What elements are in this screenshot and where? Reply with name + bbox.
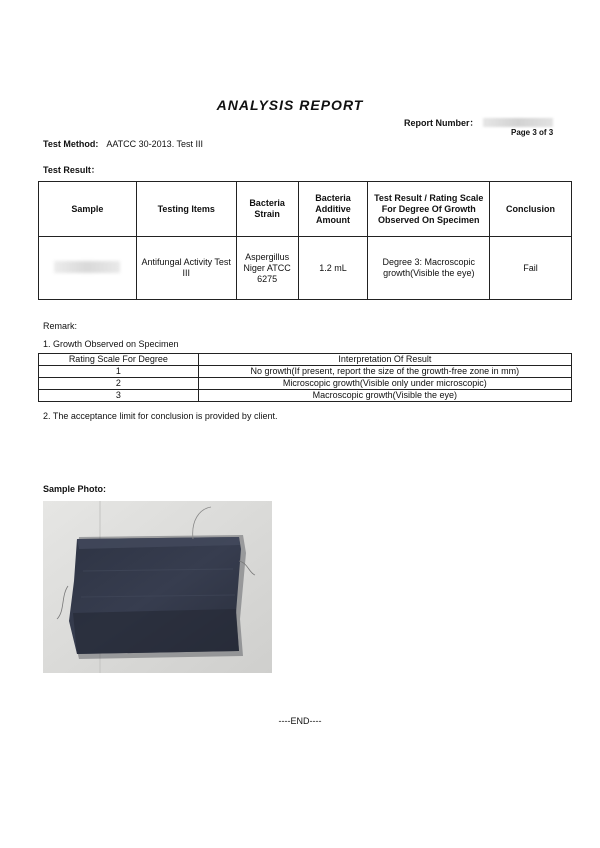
rating-interpretation: No growth(If present, report the size of the growth-free zone in mm) bbox=[198, 366, 571, 378]
test-result-label: Test Result： bbox=[43, 165, 100, 175]
header-bacteria-strain: Bacteria Strain bbox=[236, 182, 298, 237]
test-method-label: Test Method: bbox=[43, 139, 99, 149]
page-number: Page 3 of 3 bbox=[511, 128, 554, 137]
test-method-value: AATCC 30-2013. Test III bbox=[106, 139, 204, 149]
report-title: ANALYSIS REPORT bbox=[216, 97, 364, 113]
redacted-report-number bbox=[483, 118, 553, 127]
rating-table bbox=[38, 353, 572, 402]
testing-item-cell: Antifungal Activity Test III bbox=[136, 237, 236, 300]
rating-header-row bbox=[39, 354, 572, 366]
end-marker: ----END---- bbox=[278, 716, 322, 726]
rating-header-degree: Rating Scale For Degree bbox=[39, 354, 199, 366]
header-conclusion: Conclusion bbox=[490, 182, 572, 237]
remark-label: Remark: bbox=[43, 321, 78, 331]
rating-degree: 2 bbox=[39, 378, 199, 390]
sample-cell bbox=[39, 237, 137, 300]
header-additive-amount: Bacteria Additive Amount bbox=[298, 182, 368, 237]
rating-degree: 3 bbox=[39, 390, 199, 402]
test-result-table bbox=[38, 181, 572, 300]
rating-interpretation: Macroscopic growth(Visible the eye) bbox=[198, 390, 571, 402]
report-number-label: Report Number： bbox=[404, 118, 479, 128]
rating-header-interpretation: Interpretation Of Result bbox=[198, 354, 571, 366]
fabric-sample-image bbox=[43, 501, 272, 673]
redacted-sample-id bbox=[54, 261, 120, 273]
test-method bbox=[43, 139, 203, 149]
result-cell: Degree 3: Macroscopic growth(Visible the eye) bbox=[368, 237, 490, 300]
table-row bbox=[39, 237, 572, 300]
table-row bbox=[39, 390, 572, 402]
table-row bbox=[39, 378, 572, 390]
rating-interpretation: Microscopic growth(Visible only under microscopic) bbox=[198, 378, 571, 390]
sample-photo bbox=[43, 501, 272, 673]
sample-photo-label: Sample Photo: bbox=[43, 484, 107, 494]
header-sample: Sample bbox=[39, 182, 137, 237]
conclusion-cell: Fail bbox=[490, 237, 572, 300]
strain-cell: Aspergillus Niger ATCC 6275 bbox=[236, 237, 298, 300]
table-row bbox=[39, 366, 572, 378]
table-header-row bbox=[39, 182, 572, 237]
acceptance-note: 2. The acceptance limit for conclusion is provided by client. bbox=[43, 411, 278, 421]
header-test-result: Test Result / Rating Scale For Degree Of Growth Observed On Specimen bbox=[368, 182, 490, 237]
amount-cell: 1.2 mL bbox=[298, 237, 368, 300]
rating-degree: 1 bbox=[39, 366, 199, 378]
header-testing-items: Testing Items bbox=[136, 182, 236, 237]
growth-label: 1. Growth Observed on Specimen bbox=[43, 339, 179, 349]
